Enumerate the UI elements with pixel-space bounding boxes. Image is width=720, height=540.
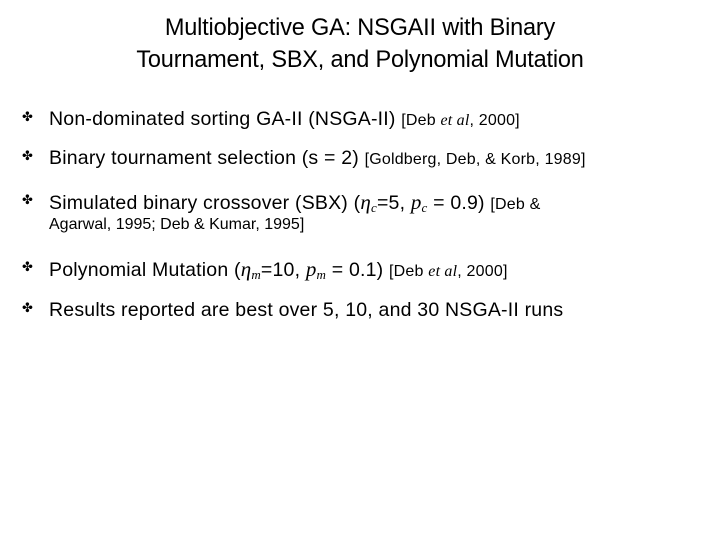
bullet-main-text: Simulated binary crossover (SBX) ( [49,192,361,214]
citation-year: , 2000] [469,112,520,129]
bullet-main-text: Non-dominated sorting GA-II (NSGA-II) [49,108,396,130]
p-symbol: p [305,257,317,281]
bullet-text [49,146,586,172]
bullet-main-text: Binary tournament selection (s = 2) [49,147,359,169]
bullet-main-text: Polynomial Mutation ( [49,259,241,281]
p-value: = 0.1) [331,259,384,281]
p-subscript: c [421,200,428,215]
citation-author: [Deb [389,263,424,280]
bullet-text [49,257,508,287]
citation-line-1: [Deb & [490,196,541,213]
citation-et-al: et al [428,263,458,280]
eta-symbol: η [360,190,371,214]
citation-author: [Deb [401,112,436,129]
eta-subscript: c [370,200,377,215]
citation: [Goldberg, Deb, & Korb, 1989] [364,151,586,168]
bullet-check-icon: ✤ [22,260,33,275]
bullet-check-icon: ✤ [22,110,33,125]
bullet-text [49,298,563,322]
p-value: = 0.9) [433,192,485,214]
title-line-2: Tournament, SBX, and Polynomial Mutation [136,46,584,73]
citation-et-al: et al [440,112,470,129]
citation-line-2: Agarwal, 1995; Deb & Kumar, 1995] [49,216,305,233]
citation-year: , 2000] [457,263,508,280]
p-symbol: p [410,190,422,214]
eta-subscript: m [251,267,261,282]
title-line-1: Multiobjective GA: NSGAII with Binary [164,14,556,41]
bullet-check-icon: ✤ [22,149,33,164]
bullet-check-icon: ✤ [22,301,33,316]
citation [401,112,520,129]
p-subscript: m [316,267,327,282]
bullet-main-text: Results reported are best over 5, 10, and 30 NSGA-II runs [49,299,564,321]
bullet-text [49,107,520,133]
eta-value: =10, [260,259,301,281]
bullet-check-icon: ✤ [22,193,33,208]
citation [389,263,508,280]
eta-value: =5, [376,192,406,214]
eta-symbol: η [240,257,252,281]
